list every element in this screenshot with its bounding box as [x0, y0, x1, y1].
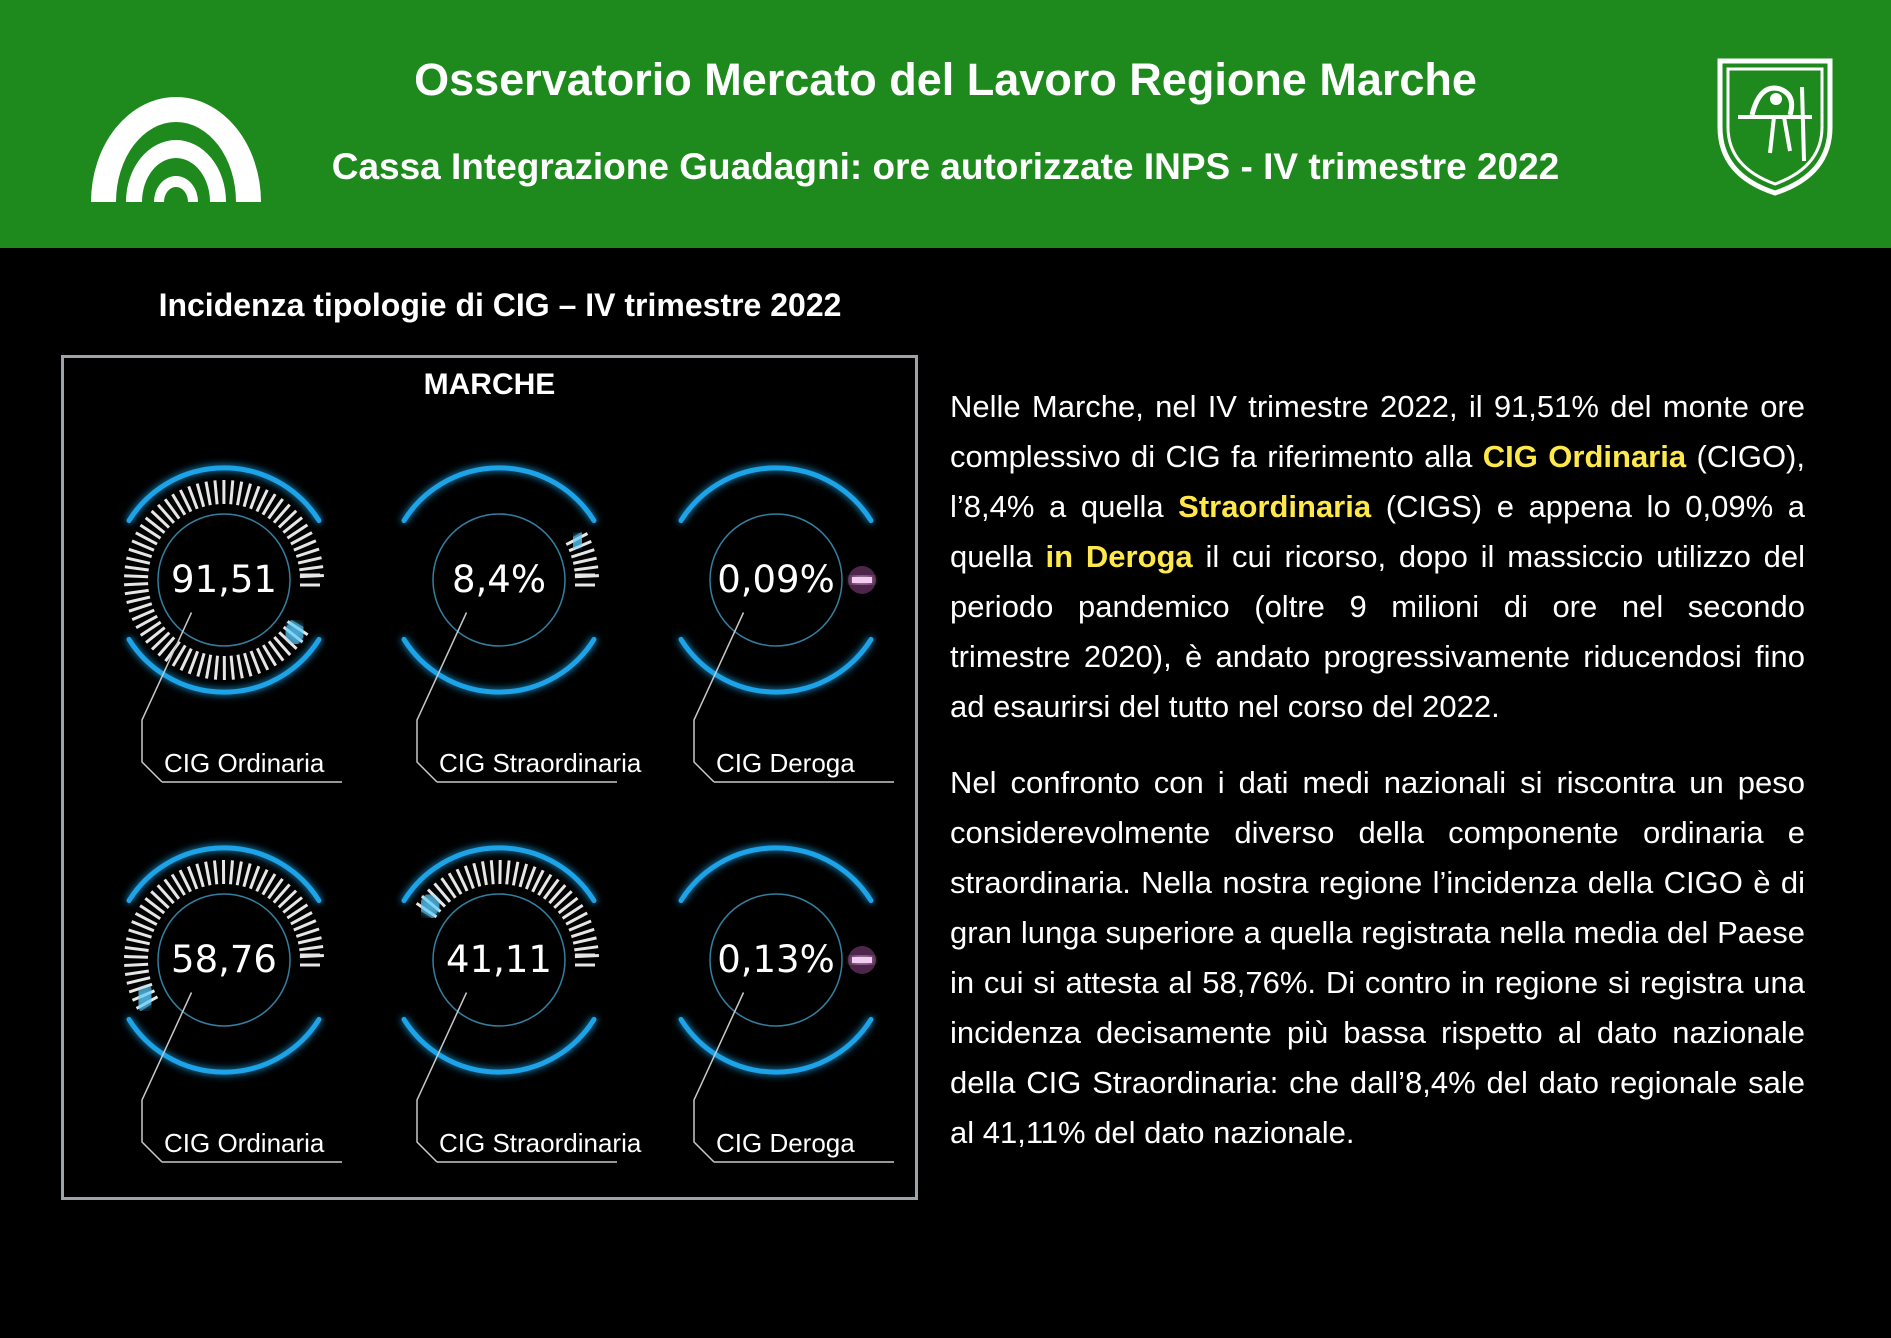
page-title: Osservatorio Mercato del Lavoro Regione Marche [414, 54, 1477, 105]
gauge-value: 41,11 [446, 938, 552, 981]
gauge-tick [125, 948, 149, 951]
gauge-value-marker [289, 625, 300, 640]
gauge-tick [126, 939, 149, 944]
gauge-tick [244, 864, 250, 887]
gauge-tick [215, 656, 217, 680]
paragraph-segment: il cui ricorso, dopo il massiccio utilizzo del periodo pandemico (oltre 9 milioni di ore nel secondo trimestre 2020), è andato progressivamente riducendosi fino ad esaurirsi del tutto nel corso del 2022. [950, 539, 1805, 724]
gauge-label: CIG Ordinaria [164, 1128, 325, 1158]
gauge-tick [573, 938, 596, 943]
gauge [404, 468, 642, 782]
gauge-tick [237, 862, 241, 886]
gauge-tick [574, 567, 598, 570]
gauge-tick [571, 550, 594, 557]
gauge-tick [296, 549, 319, 556]
region-label: MARCHE [423, 368, 556, 401]
gauge-tick [251, 486, 259, 509]
paragraph-segment: (CIGO), l’8,4% a quella [950, 439, 1805, 524]
gauge-tick [127, 978, 150, 984]
regione-marche-emblem-icon [1716, 57, 1834, 197]
gauge-value-marker [424, 899, 435, 914]
gauge-value: 58,76 [171, 938, 277, 981]
gauge-ring-top [404, 468, 594, 521]
paragraph-segment: Nelle Marche, nel IV trimestre 2022, il 91,51% del monte ore complessivo di CIG fa riferimento alla [950, 389, 1805, 474]
gauge-tick [207, 655, 211, 679]
gauge-tick [474, 863, 480, 886]
gauge-tick [124, 576, 148, 577]
gauge-tick [189, 651, 197, 674]
paragraph-national-comparison: Nel confronto con i dati medi nazionali si riscontra un peso considerevolmente diverso della componente ordinaria e straordinaria. Nella nostra regione l’incidenza della CIGO è di gran lunga superiore a quella registrata nella media del Paese in cui si attesta al 58,76%. Di contro in regione si registra una incidenza decisamente più bassa rispetto al dato nazionale della CIG Straordinaria: che dall’8,4% del dato regionale sale al 41,11% del dato nazionale. [950, 765, 1805, 1150]
gauge-tick [124, 957, 148, 958]
gauge-tick [129, 930, 152, 937]
gauge-tick [250, 866, 258, 889]
gauge-label: CIG Straordinaria [439, 748, 642, 778]
chart-panel [61, 355, 918, 1200]
gauge-chart [64, 358, 915, 1197]
gauge-tick [251, 651, 260, 674]
gauge-value-glow [848, 946, 876, 974]
gauge-ring-bottom [681, 639, 871, 692]
gauge-value-marker [575, 536, 580, 546]
gauge-tick [299, 567, 323, 570]
gauge-tick [574, 947, 598, 950]
chart-heading: Incidenza tipologie di CIG – IV trimestre 2022 [158, 287, 842, 323]
description-text [950, 382, 1805, 1184]
gauge-tick [197, 484, 204, 507]
gauge-ring-bottom [404, 1019, 594, 1072]
gauge-tick [189, 486, 198, 509]
gauge-ring-bottom [681, 1019, 871, 1072]
gauge [681, 468, 894, 782]
gauge-ring-top [681, 848, 871, 901]
gauge-ring-top [681, 468, 871, 521]
gauge-tick [520, 864, 527, 887]
gauge-tick [238, 482, 242, 506]
gauge-tick [231, 656, 233, 680]
gauge-value: 0,09% [717, 558, 835, 601]
gauge [681, 848, 894, 1162]
gauge-tick [129, 604, 152, 612]
paragraph-segment: (CIGS) e appena lo 0,09% a quella [950, 489, 1805, 574]
gauge-label: CIG Deroga [716, 1128, 855, 1158]
gauge-tick [127, 597, 150, 602]
paragraph-regional-summary [950, 382, 1805, 732]
highlight-term: CIG Ordinaria [1482, 439, 1687, 474]
gauge-tick [296, 929, 319, 936]
gauge-tick [125, 567, 149, 570]
gauge-ring-bottom [404, 639, 594, 692]
gauge-tick [507, 861, 509, 885]
gauge-tick [215, 861, 217, 885]
gauge-tick [206, 862, 210, 886]
gauge [404, 848, 642, 1162]
gauge-tick [188, 867, 197, 889]
gauge [124, 848, 342, 1162]
gauge-tick [513, 862, 518, 886]
gauge-label: CIG Straordinaria [439, 1128, 642, 1158]
gauge [124, 468, 342, 782]
gauge-value: 8,4% [452, 558, 546, 601]
gauge-tick [298, 938, 321, 943]
gauge-value: 0,13% [717, 938, 835, 981]
gauge-tick [571, 929, 594, 936]
gauge-value-marker [141, 989, 149, 1006]
gauge-tick [206, 482, 210, 506]
gauge-tick [491, 860, 493, 884]
gauge-tick [245, 653, 252, 676]
gauge-tick [573, 558, 596, 563]
gauge-tick [526, 867, 535, 889]
gauge-tick [125, 971, 149, 975]
gauge-tick [125, 590, 149, 593]
gauge-ring-bottom [129, 1019, 319, 1072]
gauge-tick [126, 558, 149, 563]
gauge-tick [238, 655, 242, 679]
gauge-tick [231, 480, 233, 504]
gauge-tick [129, 549, 152, 556]
header-banner [0, 0, 1891, 248]
gauge-tick [298, 558, 321, 563]
gauge-tick [215, 480, 217, 504]
gauge-tick [198, 653, 204, 676]
gauge-tick [124, 584, 148, 585]
gauge-label: CIG Ordinaria [164, 748, 325, 778]
gauge-value-glow [848, 566, 876, 594]
gauge-tick [197, 864, 204, 887]
gauge-tick [483, 861, 487, 885]
gauge-tick [299, 947, 323, 950]
gauge-tick [231, 860, 233, 884]
highlight-term: in Deroga [1045, 539, 1193, 574]
gauge-label: CIG Deroga [716, 748, 855, 778]
page-subtitle: Cassa Integrazione Guadagni: ore autorizzate INPS - IV trimestre 2022 [331, 146, 1560, 187]
gauge-tick [465, 866, 473, 889]
highlight-term: Straordinaria [1178, 489, 1372, 524]
gauge-tick [124, 964, 148, 965]
gauge-tick [244, 484, 250, 507]
gauge-value: 91,51 [171, 558, 277, 601]
